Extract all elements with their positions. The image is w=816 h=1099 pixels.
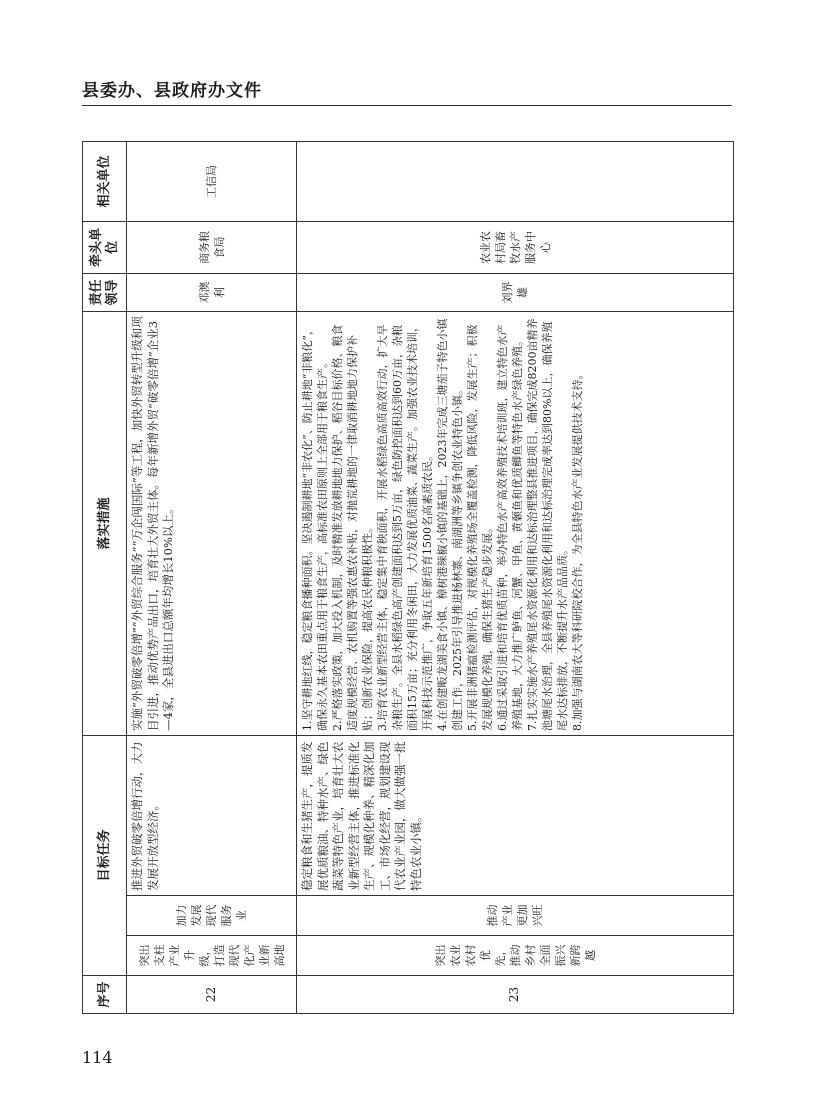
table-row — [127, 141, 297, 1013]
header-related-unit: 相关单位 — [83, 141, 127, 221]
row-seq: 22 — [127, 976, 297, 1014]
lead-unit: 农业农村局畜牧水产服务中心 — [297, 221, 734, 273]
task-table — [82, 141, 734, 1014]
leader-name: 邓澳利 — [127, 273, 297, 311]
header-task: 目标任务 — [83, 735, 127, 975]
measures-list — [297, 311, 734, 735]
header-seq: 序号 — [83, 976, 127, 1014]
related-unit — [297, 141, 734, 221]
measure-item: 3.培育农业新型经营主体，稳定集中育秧面积，开展水稻绿色高质高效行动，扩大早杂粮生产。全县水稻绿色高产创建面积达到5万亩，绿色防控面积达到60万亩，杂粮面积15万亩；充分利用冬闲田，大力发展优质油菜、蔬菜生产。加强农业技术培训，开展科技示范推广，争取五年新培育1500名高素质农民。 — [376, 320, 434, 731]
header-divider — [82, 105, 732, 106]
sub-category: 推动产业更加兴旺 — [297, 896, 734, 936]
row-seq: 23 — [297, 976, 734, 1014]
measures-text: 实施“外贸破零倍增”“外贸综合服务”“万企闯国际”等工程，加快外贸转型升级和项目引进，推动优势产品出口，培育壮大外贸主体。每年新增外贸“破零倍增”企业3—4家，全县进出口总额年均增长10%以上。 — [127, 311, 297, 735]
sub-category: 加力发展现代服务业 — [127, 896, 297, 936]
rotated-table-wrapper — [82, 142, 734, 1014]
group-label: 突出支柱产业升级，打造现代化产业新高地 — [127, 936, 297, 976]
header-lead-unit: 牵头单位 — [83, 221, 127, 273]
document-header: 县委办、县政府办文件 — [82, 81, 262, 101]
measure-item: 1.坚守耕地红线，稳定粮食播种面积。坚决遏制耕地“非农化”、防止耕地“非粮化”，确保永久基本农田重点用于粮食生产，高标准农田原则上全部用于粮食生产。 — [301, 323, 329, 731]
leader-name: 刘界雄 — [297, 273, 734, 311]
header-measures: 落实措施 — [83, 311, 127, 735]
measure-item: 5.开展非洲猪瘟检测评估，对规模化养殖场全覆盖检测，降低风险，发展生产；积极发展规模化养殖，确保生猪生产稳步发展。 — [466, 324, 494, 731]
page-number: 114 — [82, 1048, 113, 1067]
header-leader: 责任领导 — [83, 273, 127, 311]
related-unit: 工信局 — [127, 141, 297, 221]
task-text: 稳定粮食和生猪生产，提质发展优质粮油、特种水产、绿色蔬菜等特色产业，培育壮大农业新型经营主体，推进标准化生产、规模化种养、精深化加工、市场化经营，规划建设现代农业产业园，做大做强一批特色农业小镇。 — [297, 735, 734, 895]
measure-item: 2.严格落实政策，加大投入机制，及时精准发放耕地地力保护、稻谷目标价格、粮食适度规模经营、农机购置等强农惠农补贴，对抛荒耕地的一律取消耕地地力保护补贴；创新农业保险，提高农民种粮积极性。 — [331, 324, 374, 731]
group-label: 突出农业农村优先，推动乡村全面振兴新跨越 — [297, 936, 734, 976]
measure-item: 8.加强与湖南农大等科研院校合作，为全县特色水产业发展提供技术支持。 — [571, 368, 584, 731]
table-row — [297, 141, 734, 1013]
task-text: 推进外贸破零倍增行动，大力发展开放型经济。 — [127, 735, 297, 895]
lead-unit: 商务粮食局 — [127, 221, 297, 273]
measure-item: 7.扎实实施水产养殖尾水资源化利用和达标治理整县推进项目，确保完成8200亩精养池塘尾水治理，全县养殖尾水资源化利用和达标治理完成率达到80%以上，确保养殖尾水达标排放，不断提升水产品品质。 — [526, 318, 569, 731]
measure-item: 6.通过采取引进和培育优质苗种，举办特色水产高效养殖技术培训班，建立特色水产养殖基地，大力推广鲈鱼、河蟹、甲鱼、黄颡鱼和优质鲫鱼等特色水产绿色养殖。 — [496, 324, 524, 731]
measure-item: 4.在创建畈龙湖美食小镇、樟树港辣椒小镇的基础上，2023年完成三塘茄子特色小镇创建工作，2025年引导推进杨林寨、南湖洲等乡镇争创农业特色小镇。 — [436, 318, 464, 731]
